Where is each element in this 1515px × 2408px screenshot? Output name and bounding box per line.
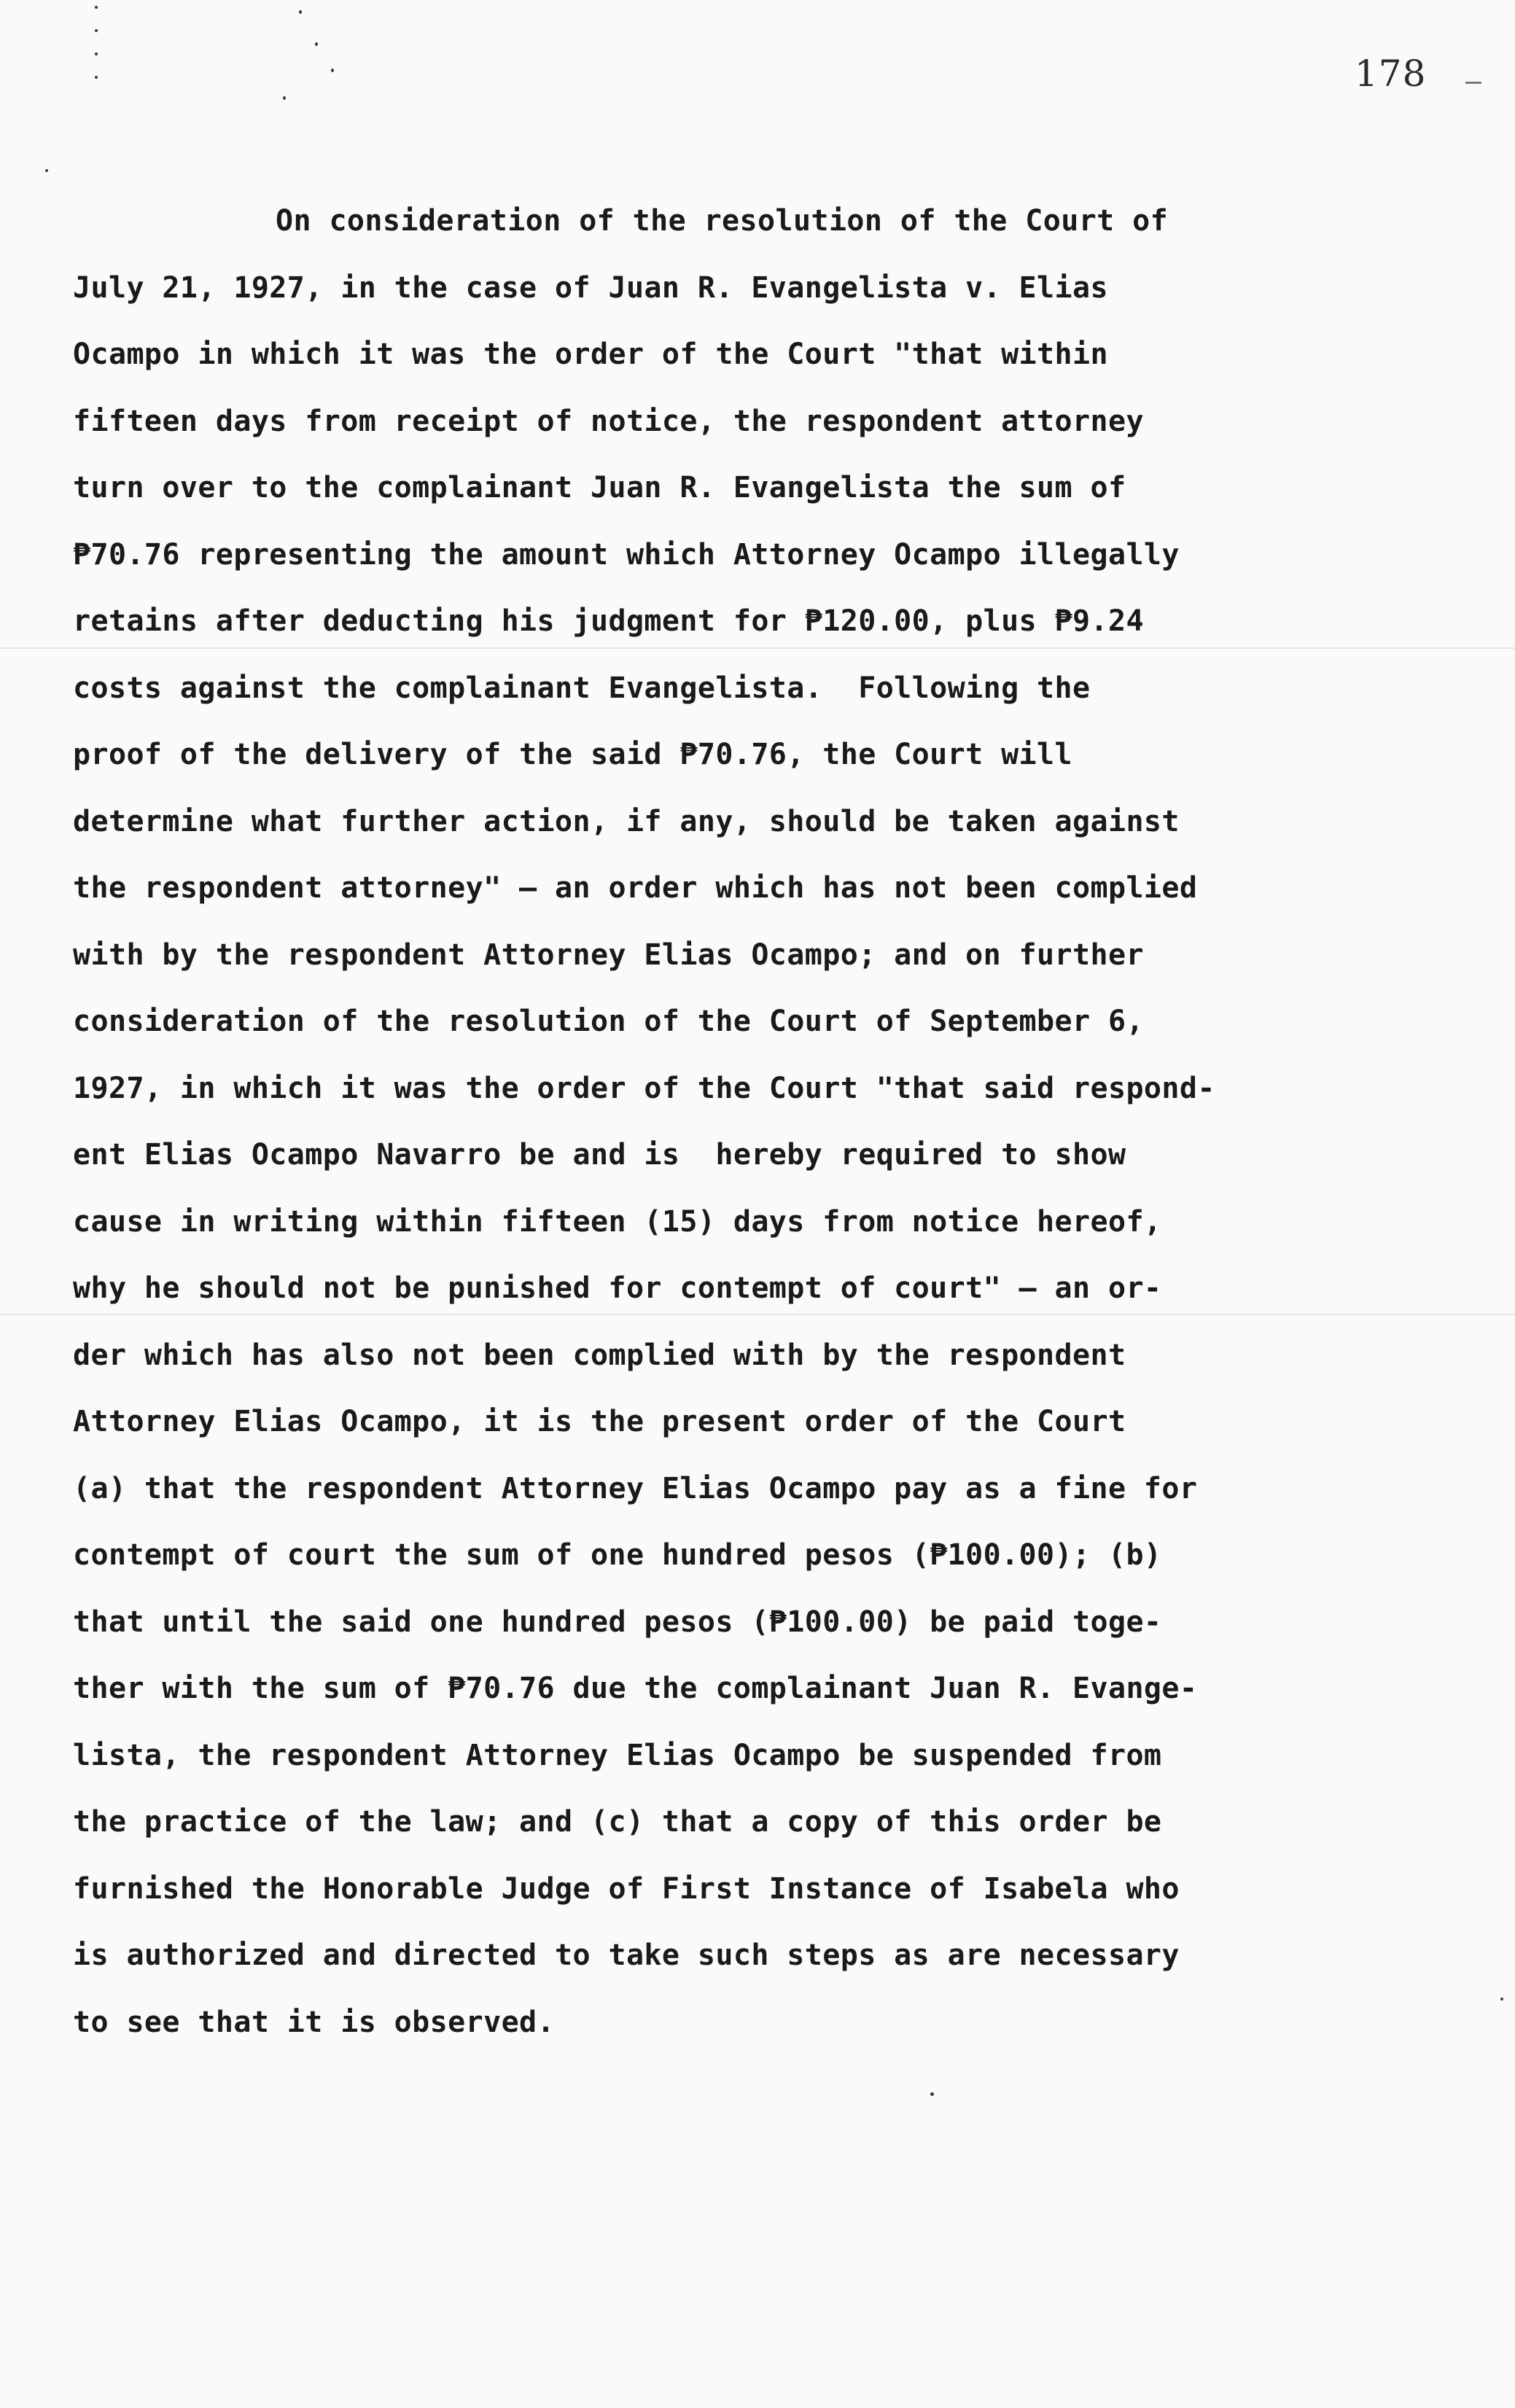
text-line: is authorized and directed to take such steps as are necessary	[73, 1939, 1180, 1972]
text-line: proof of the delivery of the said ₱70.76, the Court will	[73, 738, 1072, 771]
scan-speck	[1500, 1998, 1503, 2000]
scan-speck	[45, 169, 48, 172]
text-line: Ocampo in which it was the order of the Court "that within	[73, 338, 1108, 371]
text-line: costs against the complainant Evangelista. Following the	[73, 671, 1091, 705]
scan-speck	[95, 29, 98, 32]
text-line: furnished the Honorable Judge of First Instance of Isabela who	[73, 1871, 1180, 1906]
scan-speck	[95, 52, 98, 55]
page-number-dash	[1465, 82, 1481, 84]
text-line: to see that it is observed.	[73, 2005, 556, 2039]
text-line: the respondent attorney" — an order which has not been complied	[73, 871, 1198, 905]
text-line: cause in writing within fifteen (15) days from notice hereof,	[73, 1204, 1162, 1239]
text-line: the practice of the law; and (c) that a copy of this order be	[73, 1805, 1162, 1839]
text-line: turn over to the complainant Juan R. Evangelista the sum of	[73, 471, 1126, 504]
text-line: July 21, 1927, in the case of Juan R. Evangelista v. Elias	[73, 270, 1108, 305]
text-line: consideration of the resolution of the Court of September 6,	[73, 1005, 1144, 1038]
text-line: that until the said one hundred pesos (₱100.00) be paid toge-	[73, 1605, 1162, 1639]
text-line: Attorney Elias Ocampo, it is the present order of the Court	[73, 1405, 1126, 1438]
scan-speck	[331, 69, 334, 72]
text-line: (a) that the respondent Attorney Elias Ocampo pay as a fine for	[73, 1471, 1198, 1505]
text-line: contempt of court the sum of one hundred pesos (₱100.00); (b)	[73, 1538, 1162, 1572]
order-text	[73, 188, 1480, 2056]
text-line: fifteen days from receipt of notice, the respondent attorney	[73, 404, 1144, 438]
scan-speck	[299, 10, 302, 14]
scan-speck	[95, 76, 98, 79]
text-line: ₱70.76 representing the amount which Attorney Ocampo illegally	[73, 537, 1180, 572]
text-line: retains after deducting his judgment for ₱120.00, plus ₱9.24	[73, 604, 1144, 638]
text-line: 1927, in which it was the order of the Court "that said respond-	[73, 1071, 1215, 1105]
text-line: ent Elias Ocampo Navarro be and is hereby required to show	[73, 1138, 1126, 1172]
text-line: On consideration of the resolution of the Court of	[276, 204, 1169, 238]
text-line: ther with the sum of ₱70.76 due the complainant Juan R. Evange-	[73, 1672, 1198, 1705]
text-line: determine what further action, if any, should be taken against	[73, 804, 1180, 838]
page-number: 178	[1355, 52, 1427, 95]
scan-speck	[930, 2092, 934, 2096]
scan-speck	[283, 96, 286, 100]
text-line: why he should not be punished for contempt of court" — an or-	[73, 1271, 1162, 1305]
text-line: with by the respondent Attorney Elias Ocampo; and on further	[73, 938, 1144, 972]
text-line: lista, the respondent Attorney Elias Ocampo be suspended from	[73, 1738, 1162, 1772]
scan-speck	[95, 6, 98, 9]
text-line: der which has also not been complied with by the respondent	[73, 1338, 1126, 1372]
scan-speck	[315, 42, 318, 46]
